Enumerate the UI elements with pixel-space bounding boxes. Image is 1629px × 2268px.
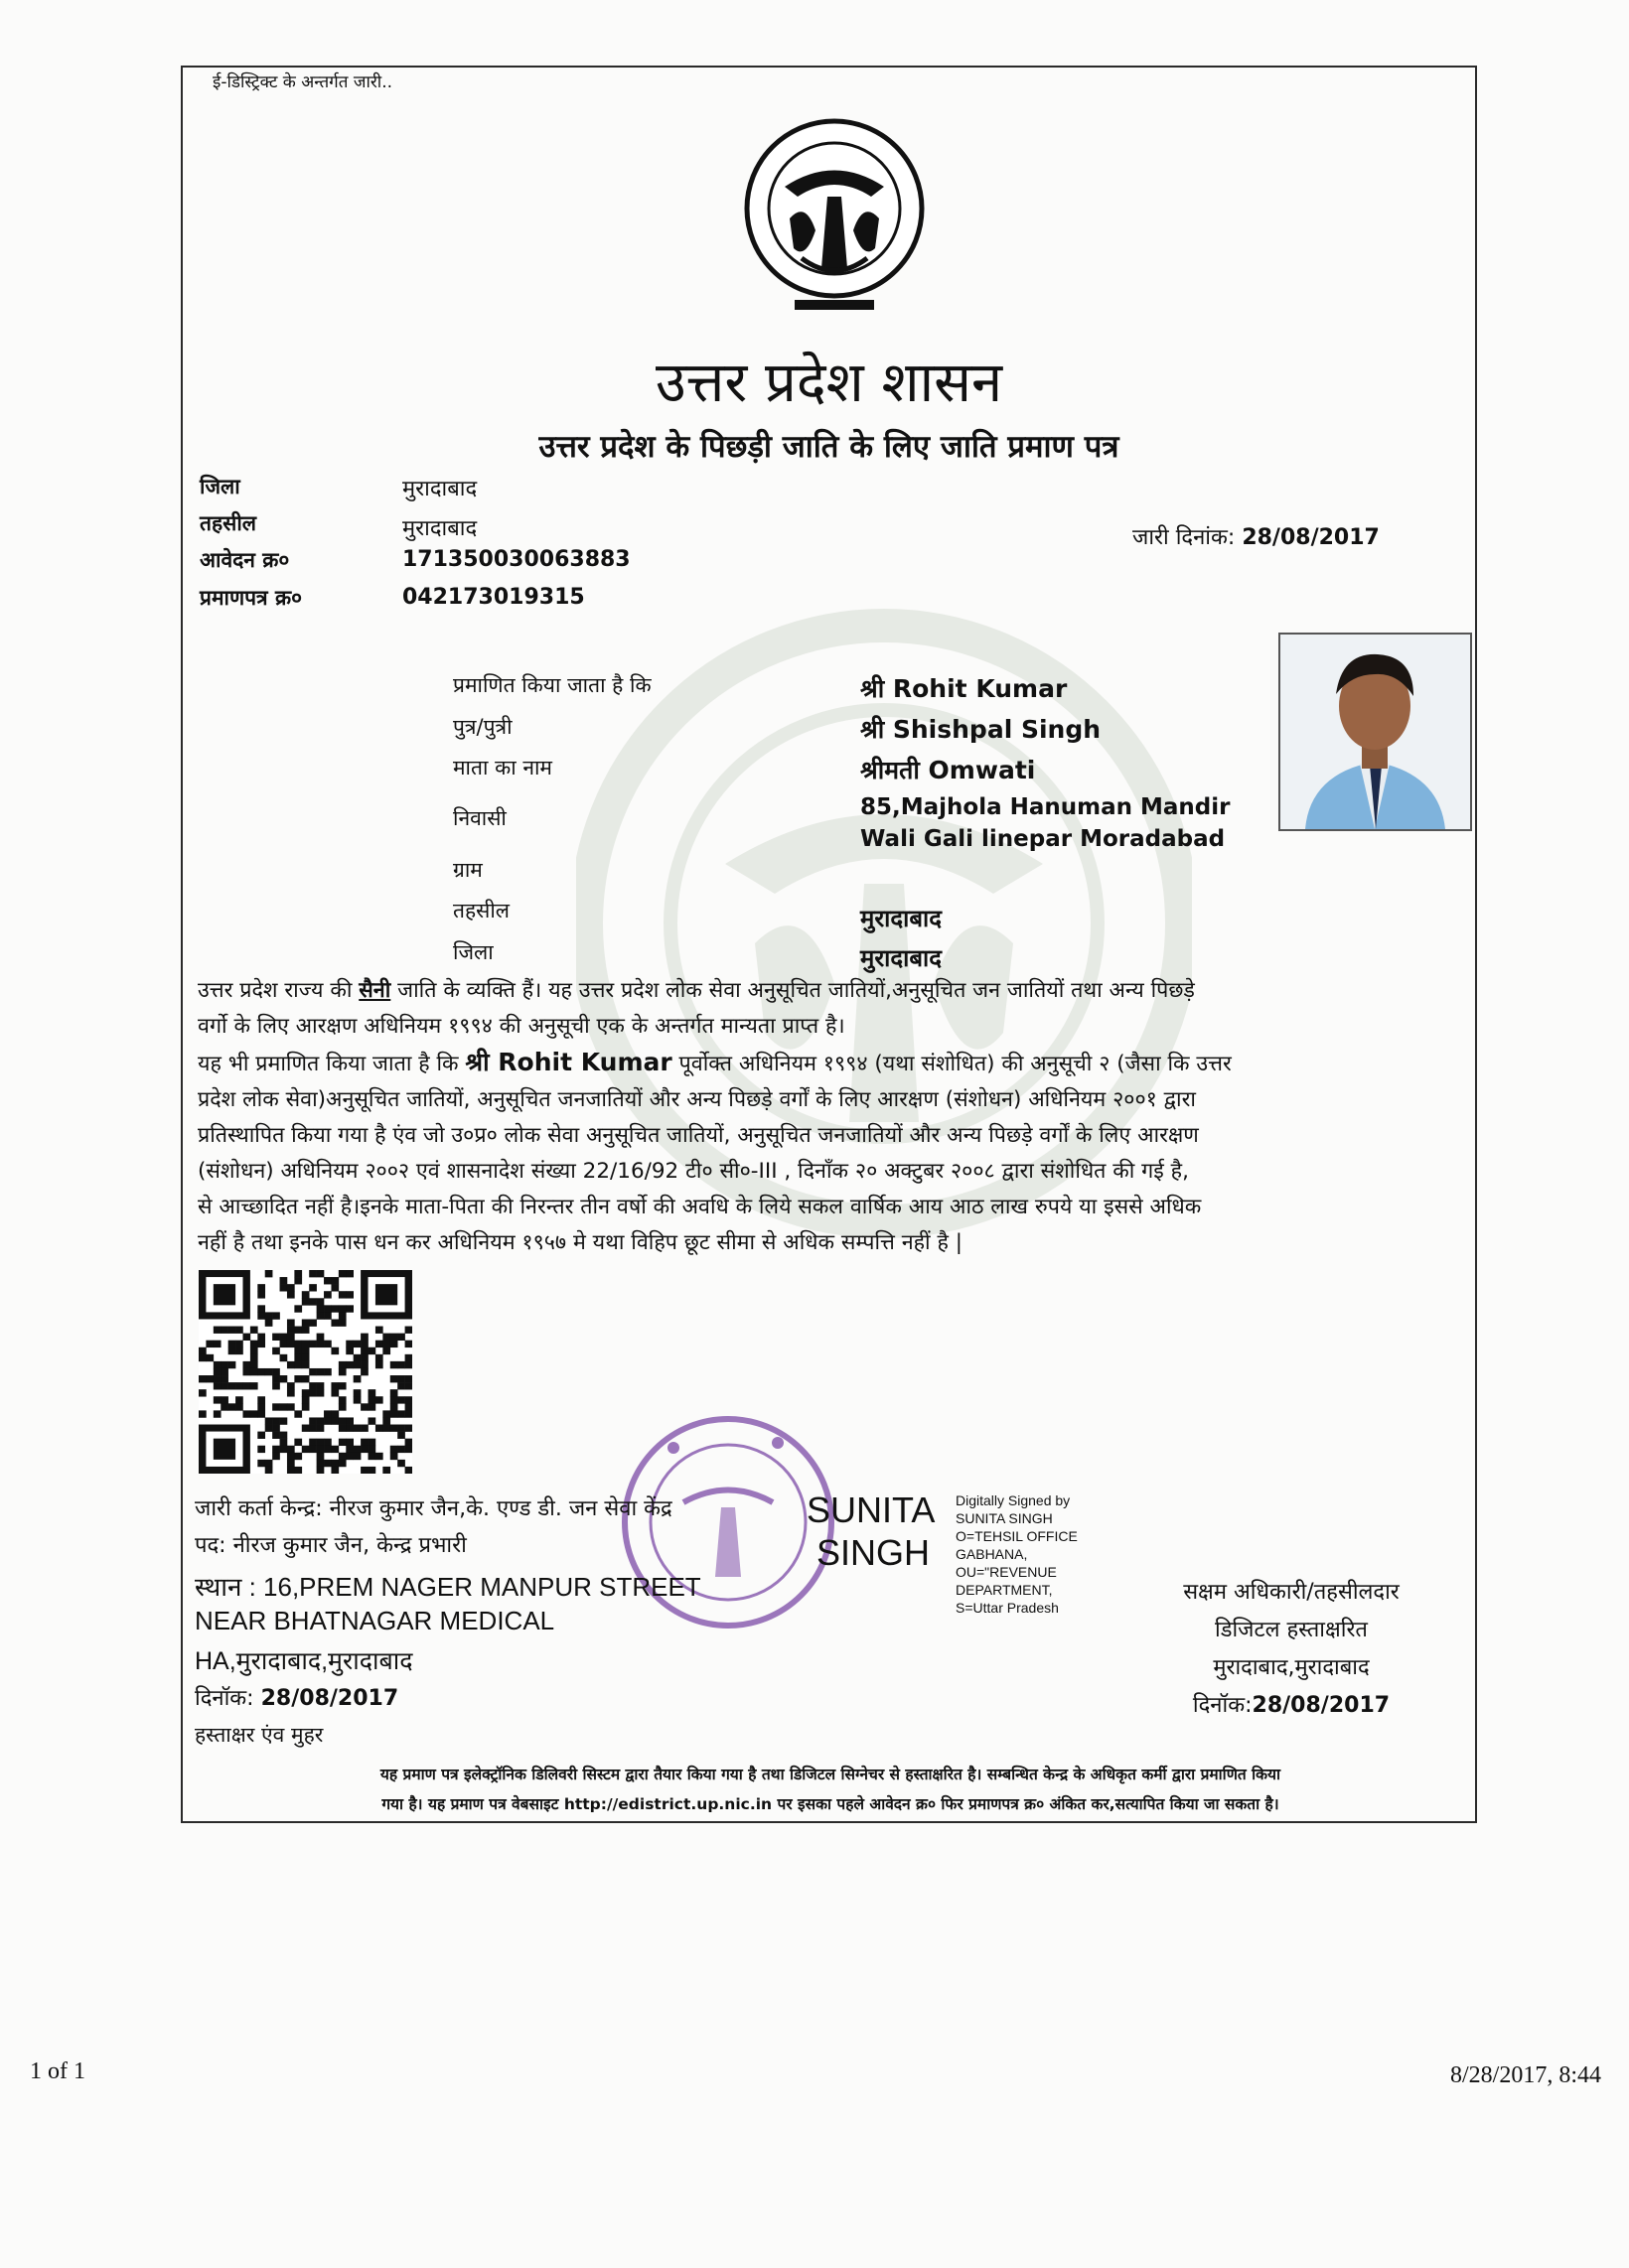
page-title: उत्तर प्रदेश शासन (655, 351, 1003, 415)
sign-label: हस्ताक्षर एंव मुहर (195, 1723, 324, 1747)
applicant-photo-icon (1280, 635, 1470, 829)
certificate-body (198, 973, 1479, 1261)
certificate-number: 042173019315 (402, 585, 585, 610)
address-line-1: 85,Majhola Hanuman Mandir (860, 794, 1231, 820)
issuer-date-value: 28/08/2017 (260, 1686, 399, 1711)
issue-date-value: 28/08/2017 (1242, 525, 1380, 550)
person-district-value: मुरादाबाद (860, 944, 943, 972)
officer-signed: डिजिटल हस्ताक्षरित (1215, 1618, 1368, 1642)
issuer-post: पद: नीरज कुमार जैन, केन्द्र प्रभारी (195, 1533, 467, 1558)
person-name: श्री Rohit Kumar (860, 674, 1068, 703)
issuer-place-1: स्थान : 16,PREM NAGER MANPUR STREET (195, 1572, 701, 1602)
child-of-label: पुत्र/पुत्री (453, 715, 513, 739)
application-label: आवेदन क्र० (200, 548, 290, 572)
mother-label: माता का नाम (453, 756, 552, 780)
officer-designation: सक्षम अधिकारी/तहसीलदार (1183, 1580, 1400, 1605)
body-line-4: प्रदेश लोक सेवा)अनुसूचित जातियों, अनुसूचित जनजातियों और अन्य पिछड़े वर्गों के लिए आरक्षण (संशोधन) अधिनियम २००१ द्वारा (198, 1087, 1196, 1112)
issuer-place-2: NEAR BHATNAGAR MEDICAL (195, 1606, 555, 1635)
signature-details: Digitally Signed by SUNITA SINGH O=TEHSIL OFFICE GABHANA, OU="REVENUE DEPARTMENT, S=Uttar Pradesh (956, 1492, 1078, 1616)
officer-date: दिनॉक:28/08/2017 (1192, 1693, 1391, 1718)
person-district-label: जिला (453, 940, 494, 964)
footer-line-1: यह प्रमाण पत्र इलेक्ट्रॉनिक डिलिवरी सिस्टम द्वारा तैयार किया गया है तथा डिजिटल सिग्नेचर से हस्ताक्षरित है। सम्बन्धित केन्द्र के अधिकृत कर्मी द्वारा प्रमाणित किया (379, 1766, 1281, 1783)
body-line-2: वर्गो के लिए आरक्षण अधिनियम १९९४ की अनुसूची एक के अन्तर्गत मान्यता प्राप्त है। (198, 1014, 845, 1039)
village-label: ग्राम (453, 858, 483, 882)
signer-name-line-1: SUNITA (807, 1489, 936, 1530)
body-line-1: उत्तर प्रदेश राज्य की सैनी जाति के व्यक्ति हैं। यह उत्तर प्रदेश लोक सेवा अनुसूचित जातियों,अनुसूचित जन जातियों तथा अन्य पिछड़े (198, 978, 1195, 1003)
address-line-2: Wali Gali linepar Moradabad (860, 826, 1226, 852)
signer-name-line-2: SINGH (816, 1532, 931, 1573)
person-tehsil-value: मुरादाबाद (860, 905, 943, 932)
tehsil-label: तहसील (200, 511, 256, 535)
footer-note (185, 1760, 1476, 1819)
body-line-7: से आच्छादित नहीं है।इनके माता-पिता की निरन्तर तीन वर्षो की अवधि के लिये सकल वार्षिक आय आठ लाख रुपये या इससे अधिक (198, 1195, 1202, 1219)
qr-code-icon (199, 1270, 412, 1474)
header-note: ई-डिस्ट्रिक्ट के अन्तर्गत जारी.. (213, 72, 393, 92)
body-line-8: नहीं है तथा इनके पास धन कर अधिनियम १९५७ मे यथा विहिप छूट सीमा से अधिक सम्पत्ति नहीं है | (198, 1230, 963, 1255)
footer-line-2: गया है। यह प्रमाण पत्र वेबसाइट http://edistrict.up.nic.in पर इसका पहले आवेदन क्र० फिर प्रमाणपत्र क्र० अंकित कर,सत्यापित किया जा सकता है। (381, 1795, 1279, 1813)
officer-location: मुरादाबाद,मुरादाबाद (1213, 1655, 1370, 1680)
issue-date-label: जारी दिनांक: (1132, 525, 1236, 550)
issuer-date (195, 1682, 398, 1712)
up-government-emblem-icon (740, 109, 929, 318)
applicant-photo (1278, 633, 1472, 831)
issuer-center: जारी कर्ता केन्द्र: नीरज कुमार जैन,के. एण्ड डी. जन सेवा केंद्र (195, 1496, 672, 1521)
father-name: श्री Shishpal Singh (860, 715, 1102, 744)
page-subtitle: उत्तर प्रदेश के पिछड़ी जाति के लिए जाति प्रमाण पत्र (538, 429, 1119, 465)
district-value: मुरादाबाद (402, 477, 478, 501)
body-person-name: श्री Rohit Kumar (465, 1048, 672, 1076)
mother-name: श्रीमती Omwati (860, 756, 1036, 784)
issuer-date-label: दिनॉक: (195, 1686, 254, 1711)
application-number: 171350030063883 (402, 547, 631, 572)
resident-label: निवासी (453, 806, 507, 830)
officer-block (1122, 1574, 1460, 1725)
page-number: 1 of 1 (30, 2058, 85, 2084)
certified-label: प्रमाणित किया जाता है कि (453, 673, 652, 697)
body-line-3: यह भी प्रमाणित किया जाता है कि श्री Rohit Kumar पूर्वोक्त अधिनियम १९९४ (यथा संशोधित) की अनुसूची २ (जैसा कि उत्तर (198, 1048, 1232, 1076)
certificate-label: प्रमाणपत्र क्र० (200, 586, 303, 610)
person-tehsil-label: तहसील (453, 899, 510, 922)
district-label: जिला (200, 475, 240, 498)
tehsil-value: मुरादाबाद (402, 516, 478, 541)
issue-date (1132, 521, 1380, 551)
body-line-5: प्रतिस्थापित किया गया है एंव जो उ०प्र० लोक सेवा अनुसूचित जातियों, अनुसूचित जनजातियों और अन्य पिछड़े वर्गों के लिए आरक्षण (198, 1123, 1199, 1148)
caste-name: सैनी (359, 978, 391, 1003)
issuer-place-3: HA,मुरादाबाद,मुरादाबाद (195, 1647, 413, 1675)
print-timestamp: 8/28/2017, 8:44 (1450, 2062, 1602, 2088)
body-line-6: (संशोधन) अधिनियम २००२ एवं शासनादेश संख्या 22/16/92 टी० सी०-III , दिनाँक २० अक्टुबर २००८ द्वारा संशोधित की गई है, (198, 1159, 1189, 1184)
